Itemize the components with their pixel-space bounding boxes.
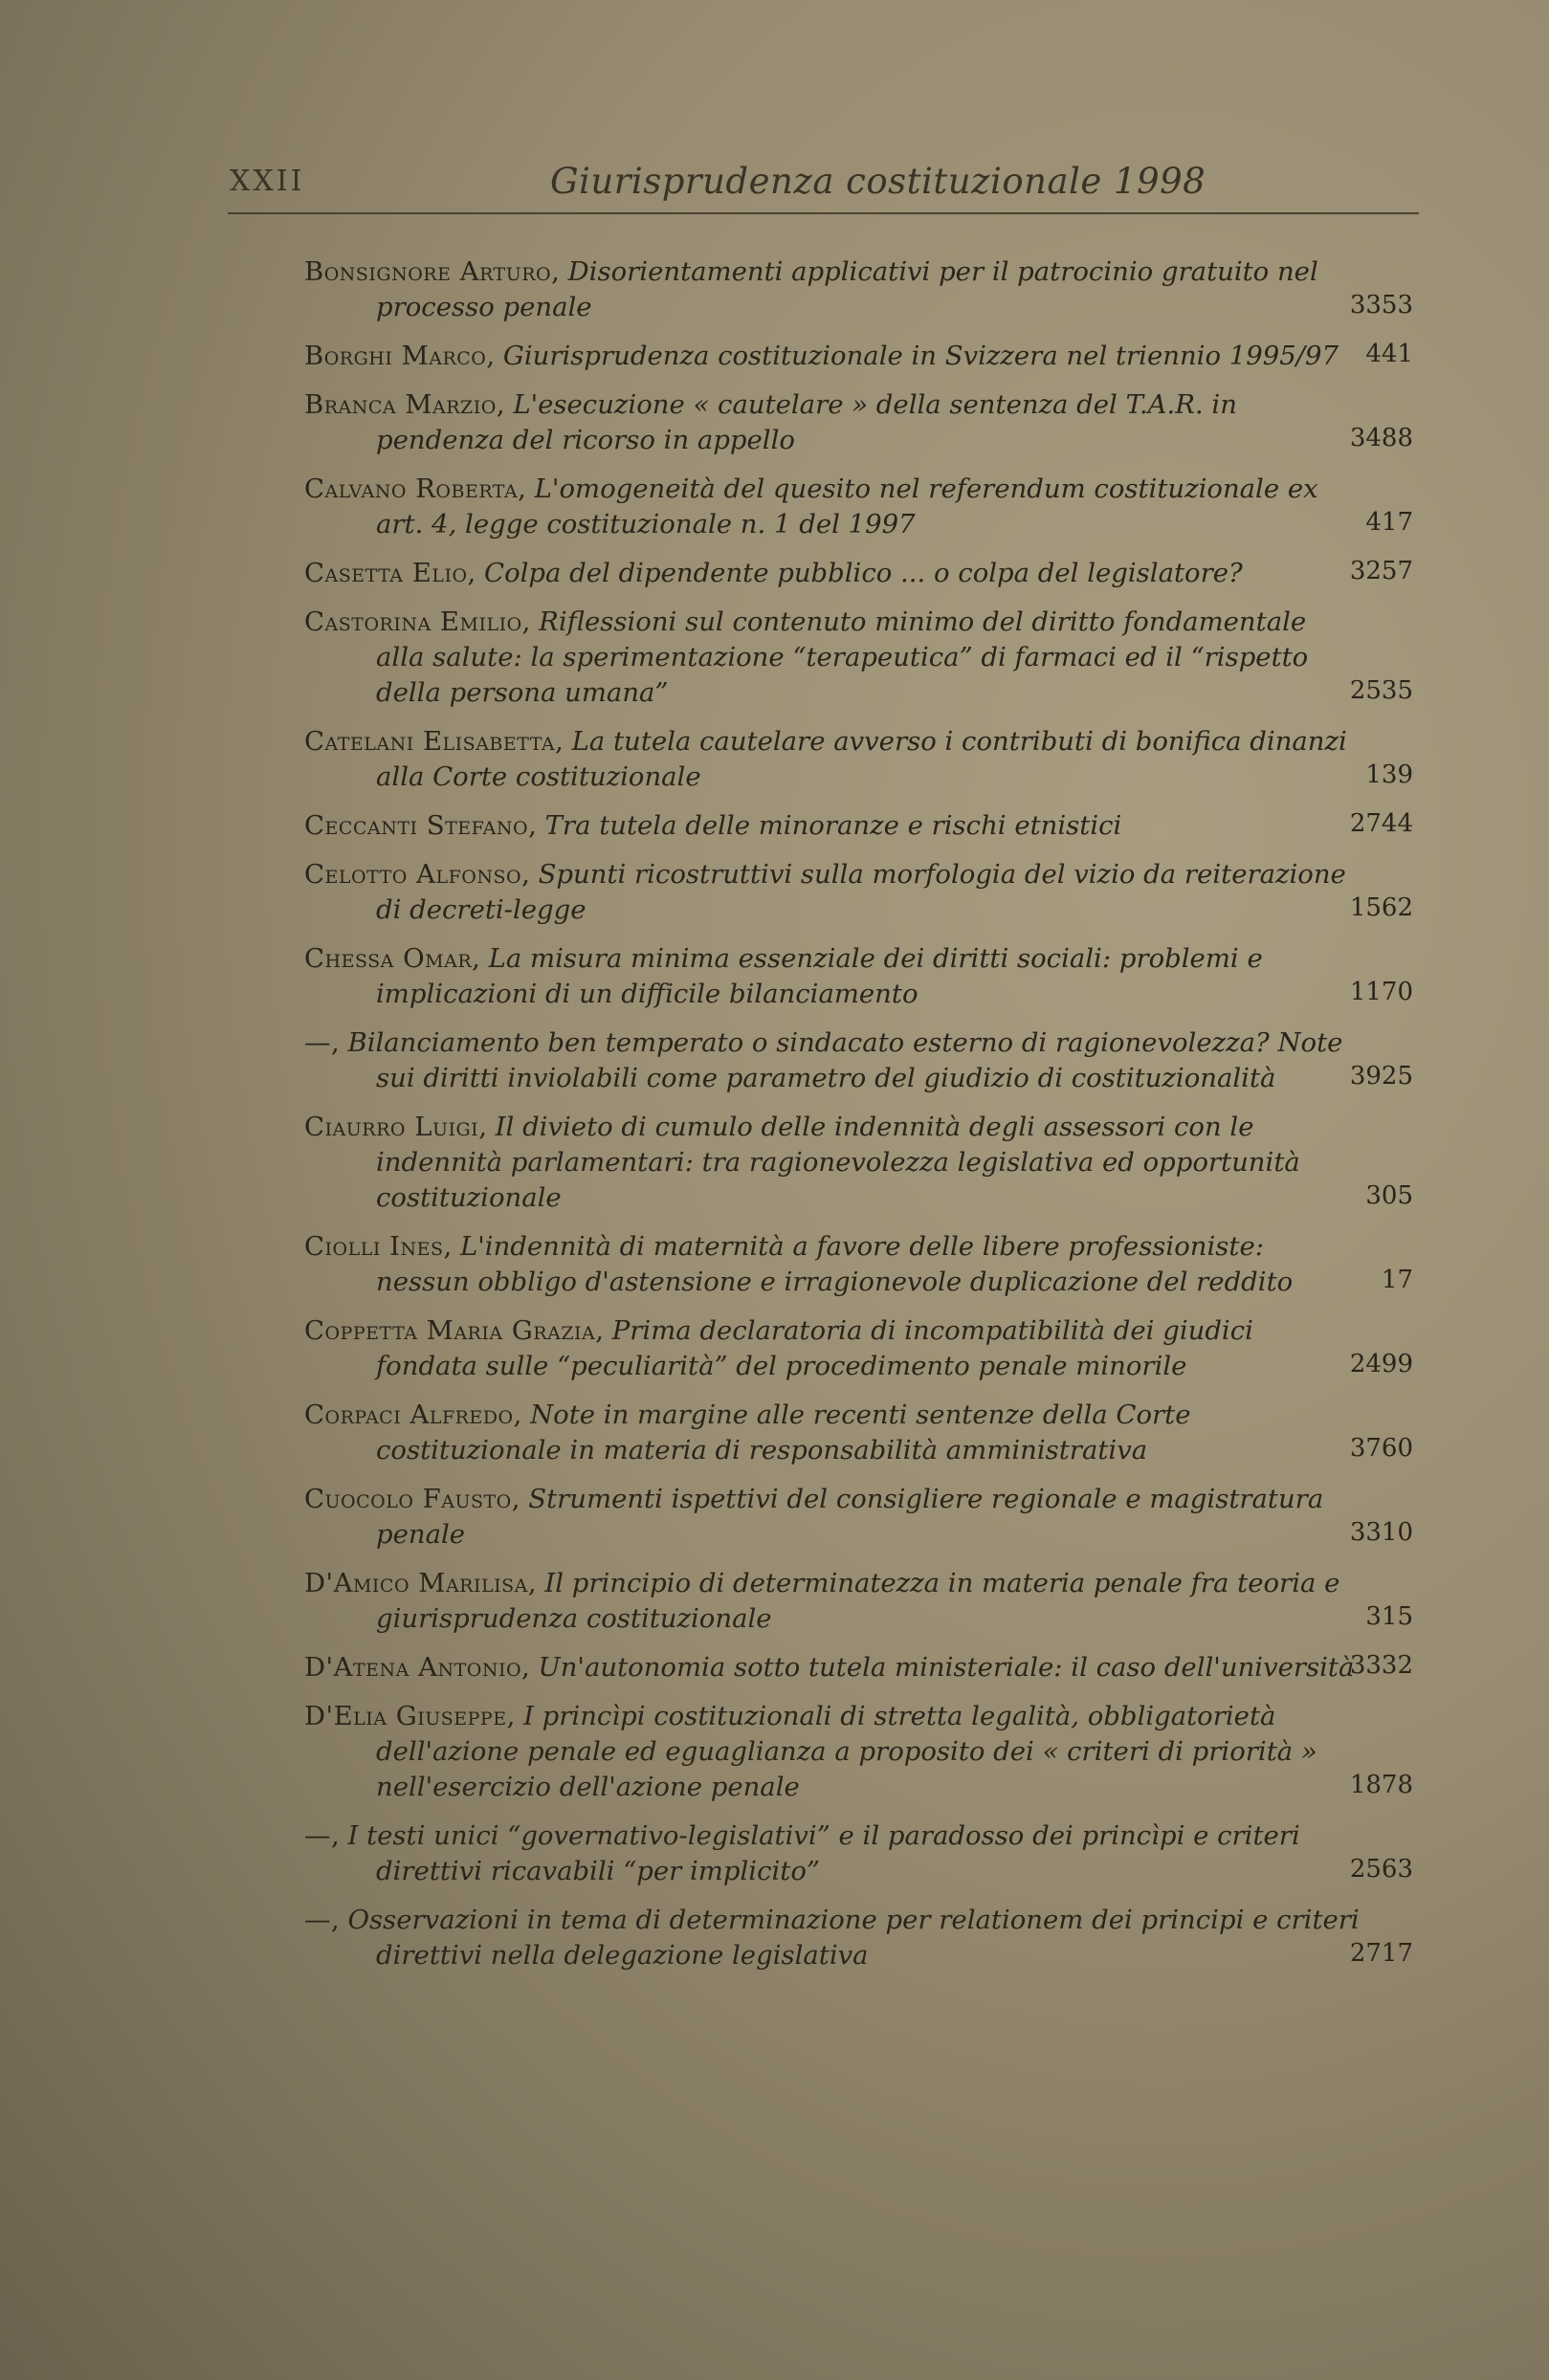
entry-author: Chessa Omar [304,943,473,974]
entry-title: Osservazioni in tema di determinazione per relationem dei principi e criteri direttivi nella delegazione legislativa [347,1905,1360,1971]
index-entry: Corpaci Alfredo, Note in margine alle recenti sentenze della Corte costituzionale in materia di responsabilità amministrativa 3760 [304,1399,1413,1465]
entry-author: D'Elia Giuseppe [304,1701,507,1731]
entry-page: 315 [1365,1602,1413,1631]
index-entry: Catelani Elisabetta, La tutela cautelare avverso i contributi di bonifica dinanzi alla Corte costituzionale 139 [304,726,1413,792]
entry-page: 441 [1365,340,1413,368]
entry-page: 2744 [1349,809,1413,838]
index-entry: Ciaurro Luigi, Il divieto di cumulo delle indennità degli assessori con le indennità parlamentari: tra ragionevolezza legislativa ed opportunità costituzionale 305 [304,1112,1413,1213]
entry-page: 3257 [1349,557,1413,585]
entry-page: 2717 [1349,1939,1413,1968]
header-rule [228,212,1419,214]
entry-page: 305 [1365,1181,1413,1210]
entry-title: Note in margine alle recenti sentenze della Corte costituzionale in materia di responsabilità amministrativa [376,1399,1191,1465]
entry-author: — [304,1905,331,1935]
index-entry: Chessa Omar, La misura minima essenziale dei diritti sociali: problemi e implicazioni di un difficile bilanciamento 1170 [304,943,1413,1009]
index-entry: D'Amico Marilisa, Il principio di determinatezza in materia penale fra teoria e giurisprudenza costituzionale 315 [304,1568,1413,1634]
entry-title: L'esecuzione « cautelare » della sentenza del T.A.R. in pendenza del ricorso in appello [376,389,1237,455]
entry-author: Bonsignore Arturo [304,256,552,287]
index-entry: Cuocolo Fausto, Strumenti ispettivi del consigliere regionale e magistratura penale 3310 [304,1484,1413,1550]
entry-title: I testi unici “governativo-legislativi” e il paradosso dei princìpi e criteri direttivi ricavabili “per implicito” [347,1820,1300,1886]
index-entry: Branca Marzio, L'esecuzione « cautelare » della sentenza del T.A.R. in pendenza del ricorso in appello 3488 [304,389,1413,455]
entry-author: Celotto Alfonso [304,859,522,890]
entry-page: 17 [1381,1266,1413,1294]
index-entry: —, Osservazioni in tema di determinazione per relationem dei principi e criteri direttivi nella delegazione legislativa 2717 [304,1905,1413,1971]
entry-title: La misura minima essenziale dei diritti sociali: problemi e implicazioni di un difficile bilanciamento [376,943,1263,1009]
entry-page: 3353 [1349,291,1413,320]
entry-title: Colpa del dipendente pubblico ... o colpa del legislatore? [484,558,1243,588]
entry-title: Un'autonomia sotto tutela ministeriale: il caso dell'università [538,1652,1355,1683]
entry-page: 3310 [1349,1518,1413,1547]
entry-page: 2535 [1349,676,1413,705]
entry-author: — [304,1027,331,1058]
index-entries [304,254,1438,1987]
entry-page: 3332 [1349,1651,1413,1680]
entry-author: Ciaurro Luigi [304,1112,479,1142]
index-entry: Castorina Emilio, Riflessioni sul contenuto minimo del diritto fondamentale alla salute: la sperimentazione “terapeutica” di farmaci ed il “rispetto della persona umana” 2535 [304,606,1413,708]
index-entry: D'Elia Giuseppe, I princìpi costituzionali di stretta legalità, obbligatorietà dell'azione penale ed eguaglianza a proposito dei « criteri di priorità » nell'esercizio dell'azione penale 1878 [304,1701,1413,1802]
entry-title: Bilanciamento ben temperato o sindacato esterno di ragionevolezza? Note sui diritti inviolabili come parametro del giudizio di costituzionalità [347,1027,1343,1093]
entry-author: Casetta Elio [304,558,468,588]
index-entry: Calvano Roberta, L'omogeneità del quesito nel referendum costituzionale ex art. 4, legge costituzionale n. 1 del 1997 417 [304,474,1413,540]
entry-title: Il divieto di cumulo delle indennità degli assessori con le indennità parlamentari: tra ragionevolezza legislativa ed opportunità costituzionale [376,1112,1300,1213]
entry-author: Coppetta Maria Grazia [304,1315,596,1346]
entry-author: Castorina Emilio [304,606,522,637]
entry-author: D'Atena Antonio [304,1652,522,1683]
entry-title: La tutela cautelare avverso i contributi di bonifica dinanzi alla Corte costituzionale [376,726,1347,792]
index-entry: —, I testi unici “governativo-legislativi” e il paradosso dei princìpi e criteri direttivi ricavabili “per implicito” 2563 [304,1820,1413,1886]
entry-page: 1878 [1349,1771,1413,1799]
folio-number: XXII [230,165,305,198]
entry-title: Disorientamenti applicativi per il patrocinio gratuito nel processo penale [376,256,1318,322]
entry-author: Catelani Elisabetta [304,726,556,757]
entry-page: 2563 [1349,1855,1413,1884]
entry-page: 3760 [1349,1434,1413,1463]
entry-title: Riflessioni sul contenuto minimo del diritto fondamentale alla salute: la sperimentazione “terapeutica” di farmaci ed il “rispetto della persona umana” [376,606,1309,708]
entry-page: 139 [1365,760,1413,789]
entry-title: Giurisprudenza costituzionale in Svizzera nel triennio 1995/97 [502,341,1339,371]
entry-page: 1170 [1349,978,1413,1006]
entry-author: Ciolli Ines [304,1231,444,1262]
entry-title: Tra tutela delle minoranze e rischi etnistici [544,810,1122,841]
index-entry: Borghi Marco, Giurisprudenza costituzionale in Svizzera nel triennio 1995/97 441 [304,339,1438,374]
entry-author: Borghi Marco [304,341,487,371]
entry-page: 417 [1365,508,1413,537]
index-entry: Casetta Elio, Colpa del dipendente pubblico ... o colpa del legislatore? 3257 [304,556,1438,591]
page-header [0,161,1549,218]
entry-page: 3488 [1349,424,1413,452]
entry-page: 3925 [1349,1062,1413,1091]
index-entry: D'Atena Antonio, Un'autonomia sotto tutela ministeriale: il caso dell'università 3332 [304,1650,1438,1686]
entry-title: Spunti ricostruttivi sulla morfologia del vizio da reiterazione di decreti-legge [376,859,1346,925]
entry-title: Strumenti ispettivi del consigliere regionale e magistratura penale [376,1484,1324,1550]
entry-author: Corpaci Alfredo [304,1399,514,1430]
entry-title: Il principio di determinatezza in materia penale fra teoria e giurisprudenza costituzionale [376,1568,1340,1634]
entry-author: D'Amico Marilisa [304,1568,528,1598]
entry-title: L'omogeneità del quesito nel referendum costituzionale ex art. 4, legge costituzionale n. 1 del 1997 [376,474,1318,540]
entry-author: Calvano Roberta [304,474,519,504]
index-entry: Celotto Alfonso, Spunti ricostruttivi sulla morfologia del vizio da reiterazione di decreti-legge 1562 [304,859,1413,925]
entry-page: 1562 [1349,893,1413,922]
index-entry: Ciolli Ines, L'indennità di maternità a favore delle libere professioniste: nessun obbligo d'astensione e irragionevole duplicazione del reddito 17 [304,1231,1413,1297]
entry-author: — [304,1820,331,1851]
entry-author: Branca Marzio [304,389,497,420]
entry-author: Ceccanti Stefano [304,810,529,841]
entry-title: L'indennità di maternità a favore delle libere professioniste: nessun obbligo d'astensione e irragionevole duplicazione del reddito [376,1231,1294,1297]
index-entry: Coppetta Maria Grazia, Prima declaratoria di incompatibilità dei giudici fondata sulle “peculiarità” del procedimento penale minorile 2499 [304,1315,1413,1381]
index-entry: Ceccanti Stefano, Tra tutela delle minoranze e rischi etnistici 2744 [304,808,1438,844]
entry-title: Prima declaratoria di incompatibilità dei giudici fondata sulle “peculiarità” del procedimento penale minorile [376,1315,1253,1381]
index-entry: —, Bilanciamento ben temperato o sindacato esterno di ragionevolezza? Note sui diritti inviolabili come parametro del giudizio di costituzionalità 3925 [304,1027,1413,1093]
entry-page: 2499 [1349,1350,1413,1378]
running-title: Giurisprudenza costituzionale 1998 [550,161,1206,202]
entry-title: I princìpi costituzionali di stretta legalità, obbligatorietà dell'azione penale ed eguaglianza a proposito dei « criteri di priorità » nell'esercizio dell'azione penale [376,1701,1317,1802]
entry-author: Cuocolo Fausto [304,1484,512,1514]
index-entry: Bonsignore Arturo, Disorientamenti applicativi per il patrocinio gratuito nel processo penale 3353 [304,256,1413,322]
